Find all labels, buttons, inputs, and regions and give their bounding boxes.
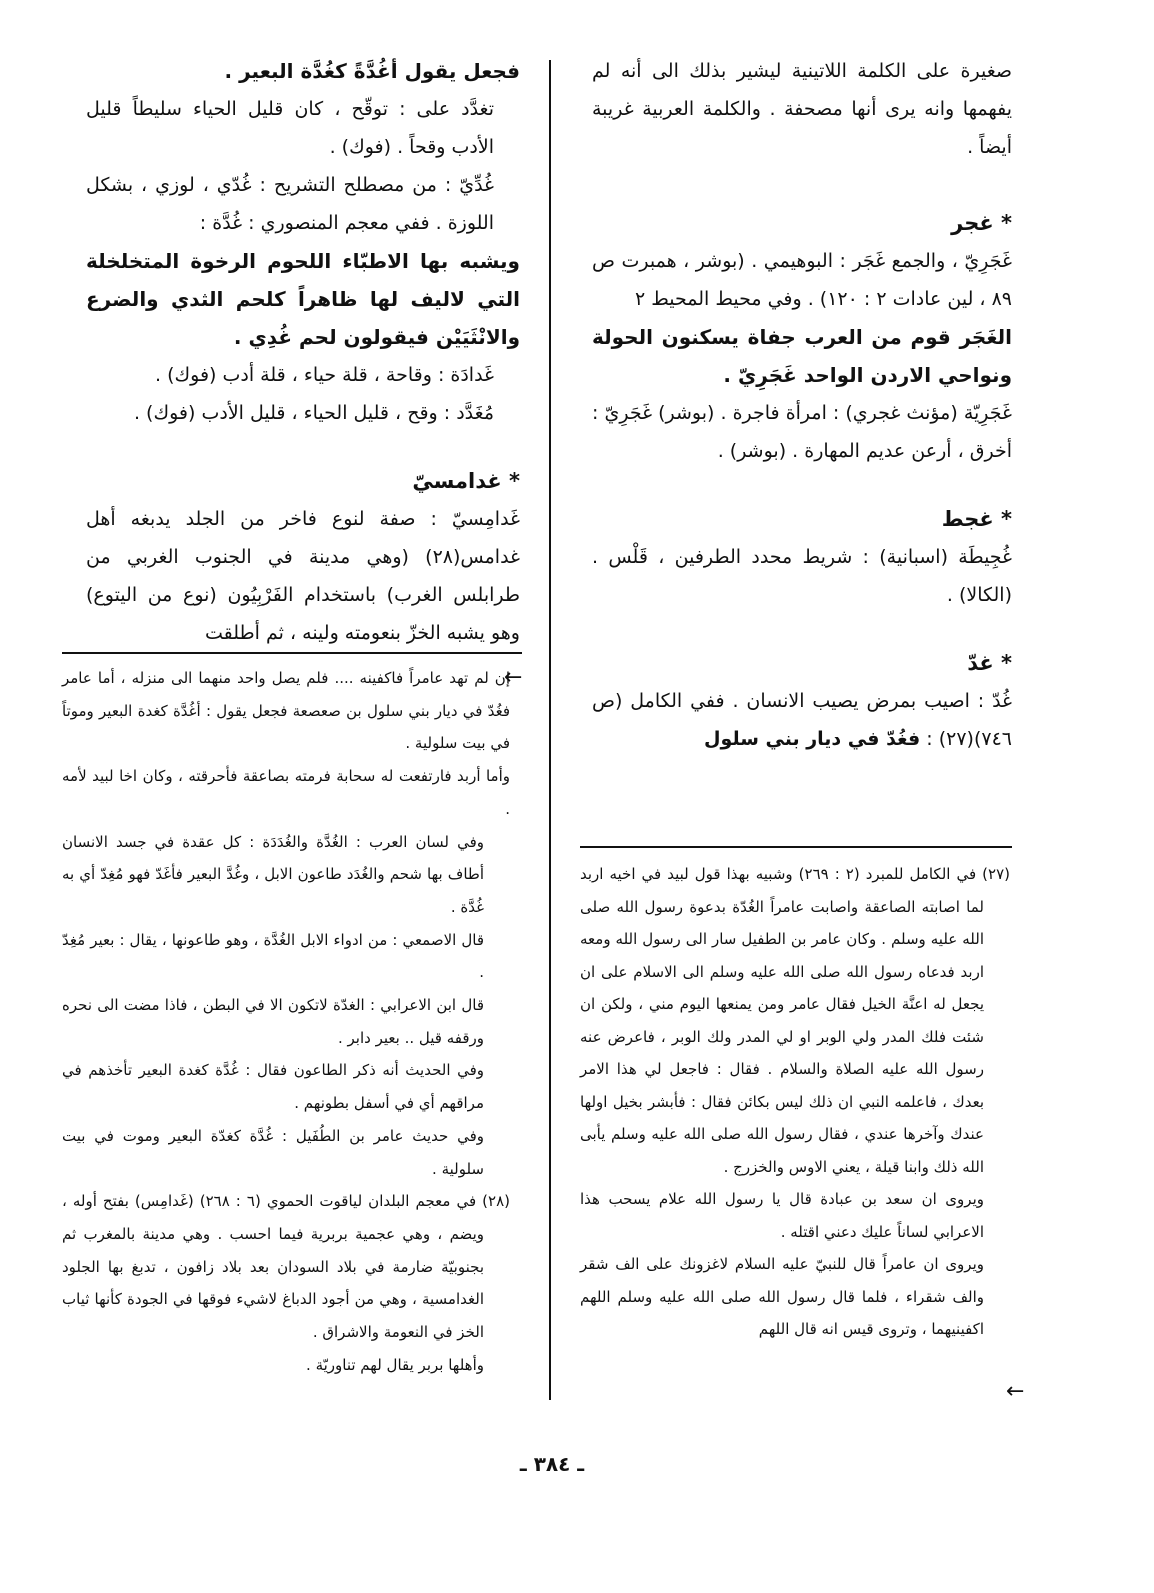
- footnote-ibn-arabi: قال ابن الاعرابي : الغدّة لاتكون الا في البطن ، فاذا مضت الى نحره ورقفه قيل .. بعير دابر .: [62, 996, 484, 1047]
- right-footnote-rule: [580, 846, 1012, 848]
- footnote-hadith-amir: وفي حديث عامر بن الطُفَيل : غُدَّة كغدّة البعير وموت في بيت سلولية .: [62, 1126, 484, 1178]
- ghuddi-quote: ويشبه بها الاطبّاء اللحوم الرخوة المتخلخلة التي لاليف لها ظاهراً كلحم الثدي والضرع والانْثَيَيْن فيقولون لحم غُدِي .: [86, 249, 520, 349]
- ghadamsi-paragraph: غَدامِسيّ : صفة لنوع فاخر من الجلد يدبغه أهل غدامس(٢٨) (وهي مدينة في الجنوب الغربي من طرابلس الغرب) باستخدام الفَرْبِيُون (نوع من اليتوع) وهو يشبه الخزّ بنعومته ولينه ، ثم أطلقت: [86, 508, 520, 644]
- ghajar-paragraph: غَجَرِيّ ، والجمع غَجَر : البوهيمي . (بوشر ، همبرت ص ٨٩ ، لين عادات ٢ : ١٢٠) . وفي محيط المحيط ٢: [592, 250, 1012, 310]
- intro-paragraph: صغيرة على الكلمة اللاتينية ليشير بذلك الى أنه لم يفهمها وانه يرى أنها مصحفة . والكلمة العربية غريبة أيضاً .: [592, 60, 1012, 158]
- continues-arrow-icon: ←: [1006, 1379, 1025, 1404]
- entry-head-ghajat: * غجط: [941, 507, 1012, 531]
- entry-head-ghajar: * غجر: [951, 211, 1012, 235]
- footnote-lisan: وفي لسان العرب : الغُدَّة والغُدَدَة : كل عقدة في جسد الانسان أطاف بها شحم والغُدَد طاعون الابل ، وغُدَّ البعير فأغَدّ فهو مُغِدّ أي به غُدَّة .: [62, 832, 484, 916]
- footnote-27-amir: ويروى ان عامراً قال للنبيّ عليه السلام لاغزونك على الف شقر والف شقراء ، فلما قال رسول الله صلى الله عليه وسلم اللهم اكفينيهما ، وتروى قيس انه قال اللهم: [580, 1255, 984, 1338]
- footnote-28: (٢٨) في معجم البلدان لياقوت الحموي (٦ : ٢٦٨) (غَدامِس) بفتح أوله ، ويضم ، وهي عجمية بربرية فيما احسب . وهي مدينة بالمغرب ثم بجنوبيّة ضارمة في بلاد السودان بعد بلاد زافون ، تدبغ بها الجلود الغدامسية ، وهي من أجود الدباغ لاشيء فوقها في الجودة كأنها ثياب الخز في النعومة والاشراق .: [62, 1192, 511, 1342]
- footnote-27: (٢٧) في الكامل للمبرد (٢ : ٢٦٩) وشبيه بهذا قول لبيد في اخيه اربد لما اصابته الصاعقة واصابت عامراً الغُدّة بدعوة رسول الله صلى الله عليه وسلم . وكان عامر بن الطفيل سار الى رسول الله ومعه اربد فدعاه رسول الله صلى الله عليه وسلم الى الاسلام على ان يجعل له اعنَّة الخيل فقال عامر ومن يمنعها اليوم مني ، ولكن ان شئت فلك المدر ولي الوبر او لي المدر ولك الوبر ، فاعرض عنه رسول الله عليه الصلاة والسلام . فقال : فاجعل لي هذا الامر بعدك ، فاعلمه النبي ان ذلك ليس بكائن فقال : فأبشر بخيل اولها عندك وآخرها عندي ، فقال رسول الله صلى الله عليه وسلم يأبى الله ذلك وابنا قيلة ، يعني الاوس والخزرج .: [580, 865, 1010, 1176]
- footnote-hadith: وفي الحديث أنه ذكر الطاعون فقال : غُدَّة كغدة البعير تأخذهم في مراقهم أي في أسفل بطونهم .: [62, 1061, 484, 1113]
- right-main-column: [592, 52, 1012, 758]
- left-footnote-rule: [62, 652, 522, 654]
- column-divider: [549, 60, 551, 1400]
- page-number: ـ ٣٨٤ ـ: [519, 1452, 585, 1476]
- ghuddi-paragraph: غُدِّيّ : من مصطلح التشريح : غُدّي ، لوزي ، بشكل اللوزة . ففي معجم المنصوري : غُدَّة :: [86, 174, 494, 234]
- ghadd-quote: فغُدّ في ديار بني سلول: [704, 728, 921, 750]
- taghaddad-paragraph: تغدَّد على : توقّح ، كان قليل الحياء سليطاً قليل الأدب وقحاً . (فوك) .: [86, 98, 494, 158]
- ghadada-paragraph: غَدادَة : وقاحة ، قلة حياء ، قلة أدب (فوك) .: [154, 364, 494, 386]
- right-footnotes: [580, 858, 1010, 1346]
- footnote-continuation-2: وأما أربد فارتفعت له سحابة فرمته بصاعقة فأحرقته ، وكان اخا لبيد لأمه .: [62, 767, 510, 818]
- footnote-28-end: وأهلها بربر يقال لهم تناوريّة .: [306, 1355, 484, 1374]
- ghadd-paragraph: [592, 682, 1012, 758]
- continuation-quote: فجعل يقول أغُدَّةً كغُدَّة البعير .: [224, 59, 520, 83]
- left-main-column: [86, 52, 520, 652]
- continuation-arrow-icon: ←: [504, 665, 523, 690]
- footnote-27-saad: ويروى ان سعد بن عبادة قال يا رسول الله علام يسحب هذا الاعرابي لساناً عليك دعني اقتله .: [580, 1190, 984, 1241]
- entry-head-ghadamsi: * غدامسيّ: [412, 469, 520, 493]
- ghajar-quote: الغَجَر قوم من العرب جفاة يسكنون الحولة ونواحي الاردن الواحد غَجَرِيّ .: [592, 325, 1012, 387]
- ghajariyya-paragraph: غَجَرِيّة (مؤنث غجري) : امرأة فاجرة . (بوشر) غَجَرِيّ : أخرق ، أرعن عديم المهارة . (بوشر) .: [592, 402, 1012, 462]
- footnote-asmai: قال الاصمعي : من ادواء الابل الغُدَّة ، وهو طاعونها ، يقال : بعير مُغِدّ .: [62, 930, 484, 982]
- entry-head-ghadd: * غدّ: [967, 651, 1012, 675]
- ghajat-paragraph: غُجِيطَة (اسبانية) : شريط محدد الطرفين ، قَلْس . (الكالا) .: [592, 546, 1012, 606]
- ghadd-text: غُدّ : اصيب بمرض يصيب الانسان . ففي الكامل (ص ٧٤٦)(٢٧) :: [592, 690, 1012, 750]
- left-footnotes: [62, 662, 510, 1381]
- footnote-continuation-1: إن لم تهد عامراً فاكفينه .... فلم يصل واحد منهما الى منزله ، أما عامر فغُدّ في ديار بني سلول بن صعصعة فجعل يقول : أغُدَّة كغدة البعير وموتاً في بيت سلولية .: [62, 669, 510, 753]
- mughaddad-paragraph: مُغَدَّد : وقح ، قليل الحياء ، قليل الأدب (فوك) .: [133, 402, 494, 424]
